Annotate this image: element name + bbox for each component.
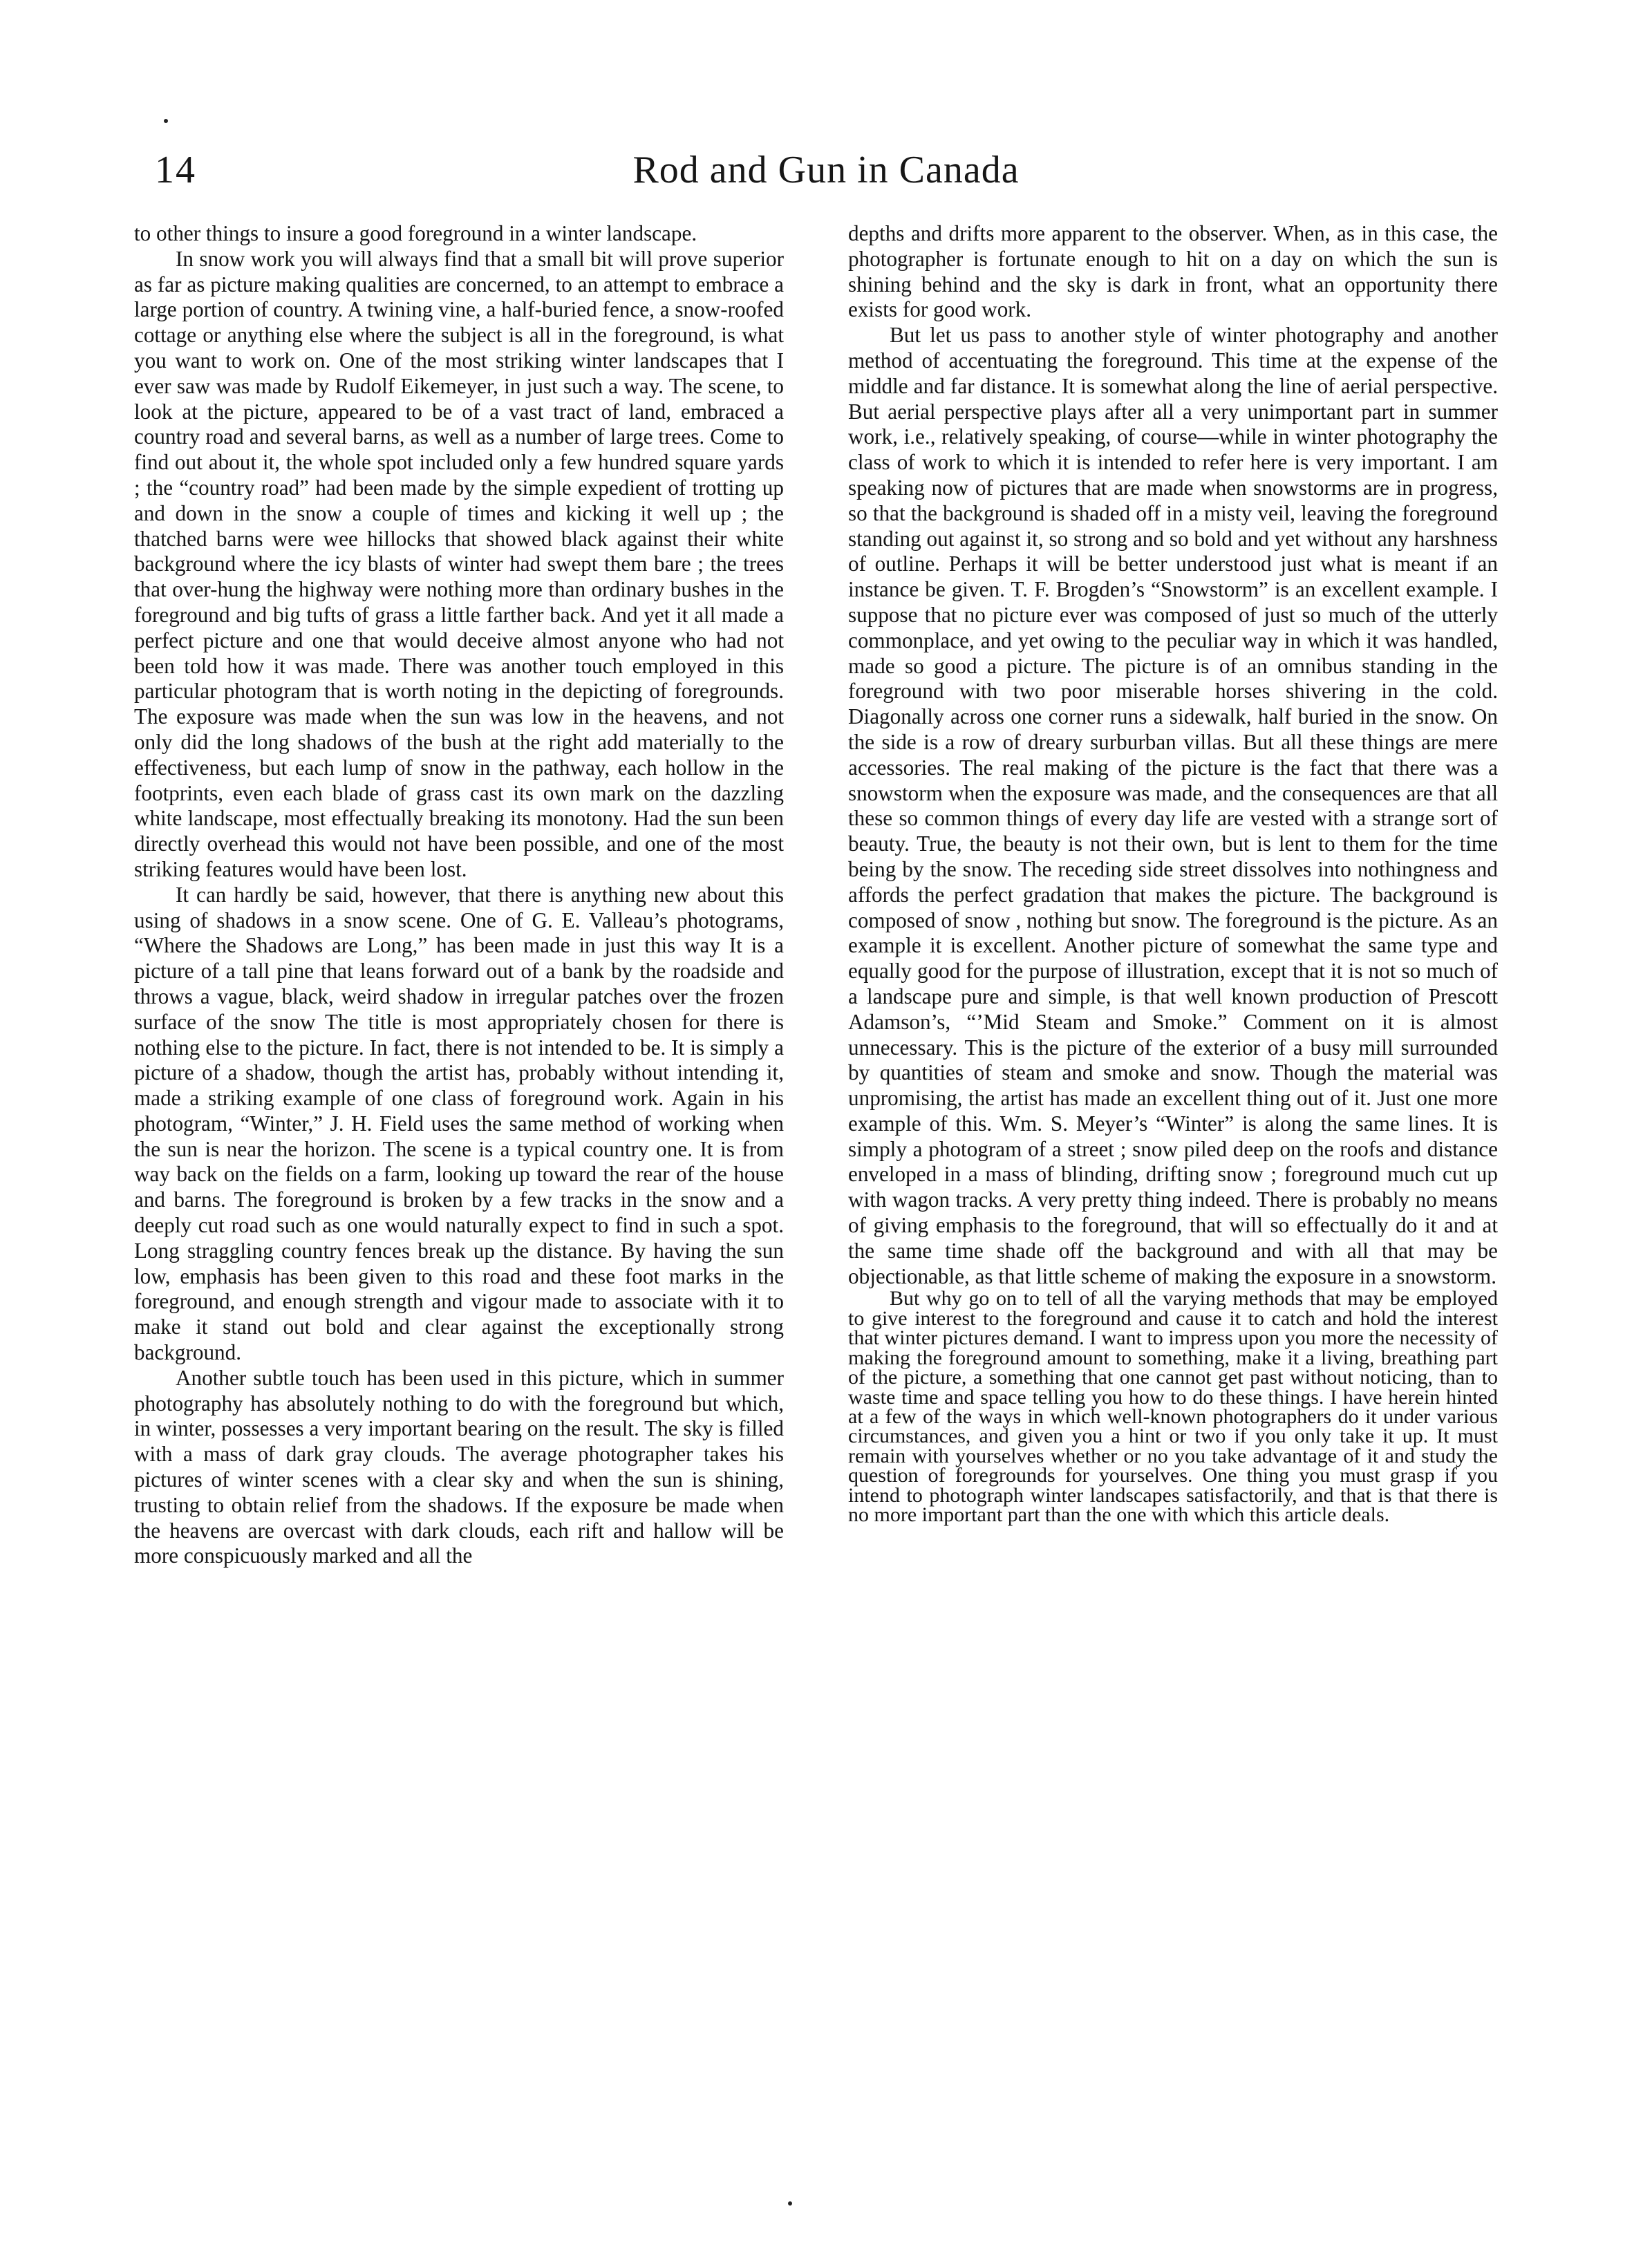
paragraph: It can hardly be said, however, that there is anything new about this using of shadows in a snow scene. One of G. E. Valleau’s photograms, “Where the Shadows are Long,” has been made in just this way It is a picture of a tall pine that leans forward out of a bank by the roadside and throws a vague, black, weird shadow in irregular patches over the frozen surface of the snow The title is most appropriately chosen for there is nothing else to the picture. In fact, there is not intended to be. It is simply a picture of a shadow, though the artist has, probably without intending it, made a striking example of one class of foreground work. Again in his photogram, “Winter,” J. H. Field uses the same method of working when the sun is near the horizon. The scene is a typical country one. It is from way back on the fields on a farm, looking up toward the rear of the house and barns. The foreground is broken by a few tracks in the snow and a deeply cut road such as one would naturally expect to find in such a spot. Long straggling country fences break up the distance. By having the sun low, emphasis has been given to this road and these foot marks in the foreground, and enough strength and vigour made to associate with it to make it stand out bold and clear against the exceptionally strong background.	[134, 882, 784, 1365]
paragraph: depths and drifts more apparent to the observer. When, as in this case, the photographer is fortunate enough to hit on a day on which the sun is shining behind and the sky is dark in front, what an opportunity there exists for good work.	[848, 221, 1498, 322]
page-dot-mark	[164, 119, 168, 123]
paragraph: Another subtle touch has been used in this picture, which in summer photography has absolutely nothing to do with the foreground but which, in winter, possesses a very important bearing on the result. The sky is filled with a mass of dark gray clouds. The average photographer takes his pictures of winter scenes with a clear sky and when the sun is shining, trusting to obtain relief from the shadows. If the exposure be made when the heavens are overcast with dark clouds, each rift and hallow will be more conspicuously marked and all the	[134, 1365, 784, 1568]
left-column	[134, 221, 784, 1569]
page-number: 14	[155, 149, 196, 191]
paragraph: to other things to insure a good foreground in a winter landscape.	[134, 221, 697, 245]
paragraph: But let us pass to another style of winter photography and another method of accentuating the foreground. This time at the expense of the middle and far distance. It is somewhat along the line of aerial perspective. But aerial perspective plays after all a very unimportant part in summer work, i.e., relatively speaking, of course—while in winter photography the class of work to which it is intended to refer here is very important. I am speaking now of pictures that are made when snowstorms are in progress, so that the background is shaded off in a misty veil, leaving the foreground standing out against it, so strong and so bold and yet without any harshness of outline. Perhaps it will be better understood just what is meant if an instance be given. T. F. Brogden’s “Snowstorm” is an excellent example. I suppose that no picture ever was composed of just so much of the utterly commonplace, and yet owing to the peculiar way in which it was handled, made so good a picture. The picture is of an omnibus standing in the foreground with two poor miserable horses shivering in the cold. Diagonally across one corner runs a sidewalk, half buried in the snow. On the side is a row of dreary surburban villas. But all these things are mere accessories. The real making of the picture is the fact that there was a snowstorm when the exposure was made, and the consequences are that all these so common things of every day life are vested with a strange sort of beauty. True, the beauty is not their own, but is lent to them for the time being by the snow. The receding side street dissolves into nothingness and affords the perfect gradation that makes the picture. The background is composed of snow , nothing but snow. The foreground is the picture. As an example it is excellent. Another picture of somewhat the same type and equally good for the purpose of illustration, except that it is not so much of a landscape pure and simple, is that well known production of Prescott Adamson’s, “’Mid Steam and Smoke.” Comment on it is almost unnecessary. This is the picture of the exterior of a busy mill surrounded by quantities of steam and smoke and snow. Though the material was unpromising, the artist has made an excellent thing out of it. Just one more example of this. Wm. S. Meyer’s “Winter” is along the same lines. It is simply a photogram of a street ; snow piled deep on the roofs and distance enveloped in a mass of blinding, drifting snow ; foreground much cut up with wagon tracks. A very pretty thing indeed. There is probably no means of giving emphasis to the foreground, that will so effectually do it and at the same time shade off the background and with all that may be objectionable, as that little scheme of making the exposure in a snowstorm.	[848, 323, 1498, 1288]
right-column	[848, 221, 1498, 1525]
running-head-title: Rod and Gun in Canada	[632, 149, 1020, 191]
page-dot-mark	[788, 2201, 792, 2206]
closing-paragraph: But why go on to tell of all the varying methods that may be employed to give interest to the foreground and cause it to catch and hold the interest that winter pictures demand. I want to impress upon you more the necessity of making the foreground amount to something, make it a living, breathing part of the picture, a something that one cannot get past without noticing, than to waste time and space telling you how to do these things. I have herein hinted at a few of the ways in which well-known photographers do it under various circumstances, and given you a hint or two if you only take it up. It must remain with yourselves whether or no you take advantage of it and study the question of foregrounds for yourselves. One thing you must grasp if you intend to photograph winter landscapes satisfactorily, and that is that there is no more important part than the one with which this article deals.	[848, 1287, 1498, 1526]
paragraph: In snow work you will always find that a small bit will prove superior as far as picture making qualities are concerned, to an attempt to embrace a large portion of country. A twining vine, a half-buried fence, a snow-roofed cottage or anything else where the subject is all in the foreground, is what you want to work on. One of the most striking winter landscapes that I ever saw was made by Rudolf Eikemeyer, in just such a way. The scene, to look at the picture, appeared to be of a vast tract of land, embraced a country road and several barns, as well as a number of large trees. Come to find out about it, the whole spot included only a few hundred square yards ; the “country road” had been made by the simple expedient of trotting up and down in the snow a couple of times and kicking it well up ; the thatched barns were wee hillocks that showed black against their white background where the icy blasts of winter had swept them bare ; the trees that over-hung the highway were nothing more than ordinary bushes in the foreground and big tufts of grass a little farther back. And yet it all made a perfect picture and one that would deceive almost anyone who had not been told how it was made. There was another touch employed in this particular photogram that is worth noting in the depicting of foregrounds. The exposure was made when the sun was low in the heavens, and not only did the long shadows of the bush at the right add materially to the effectiveness, but each lump of snow in the pathway, each hollow in the footprints, even each blade of grass cast its own mark on the dazzling white landscape, most effectually breaking its monotony. Had the sun been directly overhead this would not have been possible, and one of the most striking features would have been lost.	[134, 246, 784, 881]
